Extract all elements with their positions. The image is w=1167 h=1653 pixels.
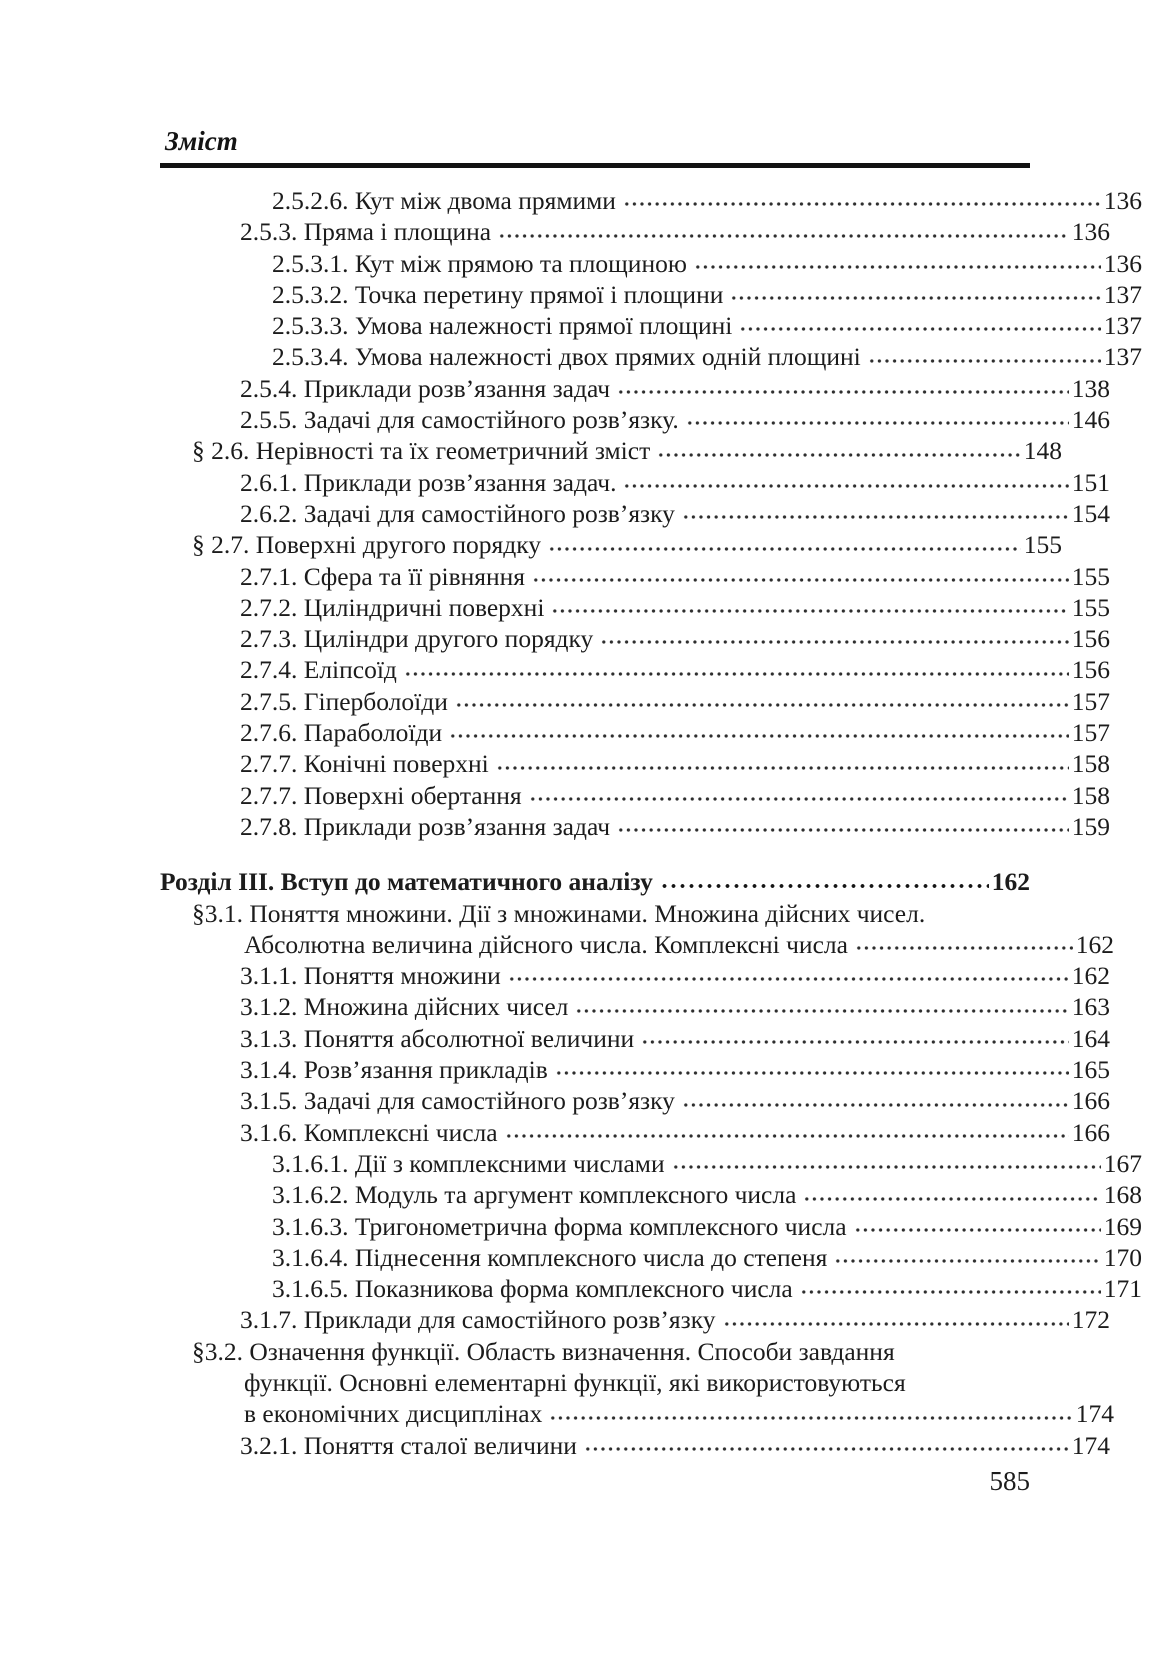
toc-entry — [160, 279, 1142, 310]
toc-entry — [160, 1179, 1142, 1210]
toc-entry-text: 3.1.6.5. Показникова форма комплексного числа — [272, 1274, 793, 1304]
dot-leader — [800, 1273, 1101, 1304]
dot-leader — [575, 991, 1068, 1022]
toc-entry-text: 3.1.6. Комплексні числа — [240, 1117, 498, 1147]
dot-leader — [868, 341, 1101, 372]
toc-entry-line — [160, 654, 1110, 685]
toc-entry — [160, 960, 1110, 991]
toc-entry-line — [160, 279, 1142, 310]
toc-entry-line — [160, 404, 1110, 435]
toc-page-number: 171 — [1103, 1274, 1142, 1304]
toc-page-number: 158 — [1071, 749, 1110, 779]
toc-entry-text: 2.7.6. Параболоїди — [240, 718, 443, 748]
toc-entry-line — [160, 1367, 1114, 1398]
toc-page-number: 137 — [1103, 279, 1142, 309]
toc-entry — [160, 341, 1142, 372]
dot-leader — [498, 216, 1069, 247]
toc-entry-line — [160, 1430, 1110, 1461]
toc-page-number: 155 — [1023, 530, 1062, 560]
toc-entry-line — [160, 1304, 1110, 1335]
toc-entry-text: 3.1.2. Множина дійсних чисел — [240, 992, 569, 1022]
toc-entry — [160, 404, 1110, 435]
toc-entry-line — [160, 310, 1142, 341]
toc-entry-text: 3.1.3. Поняття абсолютної величини — [240, 1023, 635, 1053]
toc-page-number: 165 — [1071, 1055, 1110, 1085]
toc-entry-text: 3.1.6.4. Піднесення комплексного числа до степеня — [272, 1242, 828, 1272]
toc-entry-text: Розділ III. Вступ до математичного аналізу — [160, 867, 653, 897]
toc-entry-text: §3.2. Означення функції. Область визначення. Способи завдання — [192, 1336, 895, 1366]
toc-page-number: 151 — [1071, 467, 1110, 497]
dot-leader — [641, 1023, 1069, 1054]
dot-leader — [739, 310, 1100, 341]
toc-entry-line — [160, 1148, 1142, 1179]
toc-page-number: 174 — [1075, 1399, 1114, 1429]
toc-entry-text: Абсолютна величина дійсного числа. Комплексні числа — [244, 929, 848, 959]
toc-section-gap — [160, 842, 1030, 866]
toc-entry-line — [160, 1054, 1110, 1085]
toc-entry — [160, 623, 1110, 654]
dot-leader — [694, 248, 1101, 279]
toc-entry-text: 2.7.3. Циліндри другого порядку — [240, 624, 594, 654]
toc-entry-text: 2.7.2. Циліндричні поверхні — [240, 592, 545, 622]
toc-entry-text: 3.1.6.2. Модуль та аргумент комплексного числа — [272, 1180, 797, 1210]
toc-entry — [160, 248, 1142, 279]
dot-leader — [617, 811, 1069, 842]
toc-entry-text: функції. Основні елементарні функції, які використовуються — [244, 1367, 906, 1397]
toc-entry-line — [160, 248, 1142, 279]
toc-entry — [160, 435, 1062, 466]
toc-page-number: 157 — [1071, 718, 1110, 748]
toc-entry — [160, 1304, 1110, 1335]
toc-page-number: 157 — [1071, 686, 1110, 716]
toc-entry-line — [160, 561, 1110, 592]
toc-entry-line — [160, 811, 1110, 842]
toc-entry-line — [160, 1398, 1114, 1429]
toc-entry — [160, 529, 1062, 560]
toc-page-number: 137 — [1103, 342, 1142, 372]
toc-page-number: 136 — [1103, 248, 1142, 278]
dot-leader — [404, 654, 1069, 685]
toc-entry-text: 2.7.1. Сфера та її рівняння — [240, 561, 526, 591]
toc-page-number: 138 — [1071, 373, 1110, 403]
toc-page-number: 170 — [1103, 1242, 1142, 1272]
toc-entry — [160, 991, 1110, 1022]
toc-entry-line — [160, 1085, 1110, 1116]
dot-leader — [623, 185, 1101, 216]
toc-entry — [160, 1336, 1114, 1430]
toc-entry — [160, 310, 1142, 341]
toc-entry — [160, 748, 1110, 779]
toc-entry — [160, 1211, 1142, 1242]
toc-entry — [160, 780, 1110, 811]
toc-entry-text: 3.1.5. Задачі для самостійного розв’язку — [240, 1086, 675, 1116]
toc-entry-line — [160, 748, 1110, 779]
toc-entry-line — [160, 898, 1062, 929]
toc-entry-line — [160, 686, 1110, 717]
page-number-footer: 585 — [989, 1466, 1030, 1496]
toc-entry — [160, 1148, 1142, 1179]
toc-entry — [160, 1117, 1110, 1148]
toc-entry-line — [160, 1336, 1062, 1367]
toc-page-number: 172 — [1071, 1305, 1110, 1335]
toc-entry-line — [160, 1273, 1142, 1304]
dot-leader — [508, 960, 1069, 991]
toc-entry — [160, 654, 1110, 685]
toc-entry-text: 2.5.5. Задачі для самостійного розв’язку. — [240, 405, 679, 435]
toc-page-number: 159 — [1071, 811, 1110, 841]
dot-leader — [682, 1085, 1069, 1116]
toc-page-number: 156 — [1071, 655, 1110, 685]
dot-leader — [657, 435, 1021, 466]
toc-entry-text: 3.1.4. Розв’язання прикладів — [240, 1055, 548, 1085]
toc-entry — [160, 717, 1110, 748]
toc-entry-line — [160, 960, 1110, 991]
dot-leader — [548, 529, 1021, 560]
toc-page-number: 146 — [1071, 405, 1110, 435]
toc-page-number: 174 — [1071, 1430, 1110, 1460]
dot-leader — [672, 1148, 1101, 1179]
toc-page-number: 156 — [1071, 624, 1110, 654]
toc-entry-text: 3.1.6.1. Дії з комплексними числами — [272, 1148, 665, 1178]
dot-leader — [834, 1242, 1100, 1273]
toc-entry — [160, 1023, 1110, 1054]
toc-entry-line — [160, 1179, 1142, 1210]
toc-entry — [160, 811, 1110, 842]
toc-entry — [160, 592, 1110, 623]
page-header — [160, 124, 1030, 168]
toc-entry — [160, 216, 1110, 247]
toc-entry-line — [160, 929, 1114, 960]
dot-leader — [529, 780, 1069, 811]
toc-entry-line — [160, 185, 1142, 216]
toc-entry — [160, 1054, 1110, 1085]
toc-page-number: 166 — [1071, 1086, 1110, 1116]
toc-entry-line — [160, 1023, 1110, 1054]
toc-entry — [160, 1273, 1142, 1304]
dot-leader — [623, 467, 1068, 498]
dot-leader — [532, 561, 1069, 592]
toc-entry-text: 2.5.3.3. Умова належності прямої площині — [272, 311, 733, 341]
toc-entry-text: § 2.7. Поверхні другого порядку — [192, 530, 542, 560]
toc-entry — [160, 373, 1110, 404]
toc-entry-text: 2.5.3.4. Умова належності двох прямих одній площині — [272, 342, 861, 372]
toc-page-number: 158 — [1071, 780, 1110, 810]
toc-entry-text: 2.5.2.6. Кут між двома прямими — [272, 186, 616, 215]
toc-entry — [160, 498, 1110, 529]
toc-entry-text: 2.6.2. Задачі для самостійного розв’язку — [240, 498, 675, 528]
dot-leader — [455, 686, 1069, 717]
toc-content — [160, 124, 1142, 1461]
toc-entry-line — [160, 341, 1142, 372]
dot-leader — [855, 929, 1073, 960]
toc-entry-line — [160, 717, 1110, 748]
dot-leader — [505, 1117, 1069, 1148]
dot-leader — [660, 866, 989, 897]
dot-leader — [617, 373, 1069, 404]
toc-page-number: 136 — [1071, 217, 1110, 247]
toc-entry-text: 2.5.3.2. Точка перетину прямої і площини — [272, 279, 724, 309]
toc-page-number: 163 — [1071, 992, 1110, 1022]
toc-entry-text: 3.2.1. Поняття сталої величини — [240, 1430, 577, 1460]
toc-entry-text: 2.7.7. Поверхні обертання — [240, 780, 522, 810]
toc-entry-text: 2.7.7. Конічні поверхні — [240, 749, 489, 779]
toc-entry-text: 3.1.6.3. Тригонометрична форма комплексного числа — [272, 1211, 847, 1241]
toc-page-number: 168 — [1103, 1180, 1142, 1210]
toc-entry-line — [160, 1117, 1110, 1148]
toc-entry — [160, 185, 1142, 216]
toc-entry-line — [160, 592, 1110, 623]
toc-entry-text: 2.7.4. Еліпсоїд — [240, 655, 397, 685]
toc-page-number: 164 — [1071, 1023, 1110, 1053]
toc-entry-line — [160, 1211, 1142, 1242]
toc-entry — [160, 866, 1030, 897]
toc-page-number: 136 — [1103, 186, 1142, 215]
toc-entry — [160, 561, 1110, 592]
toc-entry — [160, 1430, 1110, 1461]
toc-page-number: 154 — [1071, 498, 1110, 528]
toc-page-number: 162 — [1071, 961, 1110, 991]
dot-leader — [854, 1211, 1101, 1242]
toc-entry-text: 3.1.7. Приклади для самостійного розв’язку — [240, 1305, 716, 1335]
toc-entry-line — [160, 780, 1110, 811]
toc-entry-line — [160, 623, 1110, 654]
toc-page-number: 148 — [1023, 436, 1062, 466]
dot-leader — [555, 1054, 1069, 1085]
toc-entry-line — [160, 1242, 1142, 1273]
toc-entry-line — [160, 216, 1110, 247]
toc-entry-line — [160, 373, 1110, 404]
toc-list — [160, 185, 1142, 1461]
page-title: Зміст — [165, 126, 238, 156]
toc-entry-line — [160, 467, 1110, 498]
toc-page-number: 137 — [1103, 311, 1142, 341]
dot-leader — [723, 1304, 1069, 1335]
toc-entry-text: 2.7.5. Гіперболоїди — [240, 686, 448, 716]
toc-page-number: 162 — [1075, 929, 1114, 959]
toc-entry-line — [160, 435, 1062, 466]
toc-page-number: 155 — [1071, 561, 1110, 591]
toc-entry — [160, 898, 1114, 961]
dot-leader — [551, 592, 1068, 623]
toc-entry-text: 2.5.3. Пряма і площина — [240, 217, 492, 247]
toc-entry — [160, 1085, 1110, 1116]
dot-leader — [584, 1430, 1069, 1461]
header-rule — [160, 163, 1030, 168]
toc-entry-line — [160, 866, 1030, 897]
dot-leader — [803, 1179, 1100, 1210]
toc-entry-text: 2.5.3.1. Кут між прямою та площиною — [272, 248, 687, 278]
dot-leader — [449, 717, 1069, 748]
toc-entry-text: §3.1. Поняття множини. Дії з множинами. Множина дійсних чисел. — [192, 898, 926, 928]
dot-leader — [686, 404, 1069, 435]
toc-entry-line — [160, 991, 1110, 1022]
toc-page-number: 166 — [1071, 1117, 1110, 1147]
dot-leader — [730, 279, 1100, 310]
dot-leader — [600, 623, 1068, 654]
toc-entry-text: § 2.6. Нерівності та їх геометричний зміст — [192, 436, 651, 466]
dot-leader — [549, 1398, 1072, 1429]
toc-entry-text: 2.7.8. Приклади розв’язання задач — [240, 811, 611, 841]
toc-page-number: 162 — [991, 867, 1030, 897]
toc-entry — [160, 686, 1110, 717]
toc-entry-text: в економічних дисциплінах — [244, 1399, 543, 1429]
toc-entry — [160, 1242, 1142, 1273]
dot-leader — [682, 498, 1069, 529]
toc-entry-text: 2.6.1. Приклади розв’язання задач. — [240, 467, 617, 497]
toc-page-number: 155 — [1071, 592, 1110, 622]
toc-page-number: 169 — [1103, 1211, 1142, 1241]
toc-page-number: 167 — [1103, 1148, 1142, 1178]
dot-leader — [496, 748, 1069, 779]
toc-entry-line — [160, 498, 1110, 529]
toc-entry-text: 3.1.1. Поняття множини — [240, 961, 501, 991]
toc-entry-line — [160, 529, 1062, 560]
toc-entry-text: 2.5.4. Приклади розв’язання задач — [240, 373, 611, 403]
toc-entry — [160, 467, 1110, 498]
